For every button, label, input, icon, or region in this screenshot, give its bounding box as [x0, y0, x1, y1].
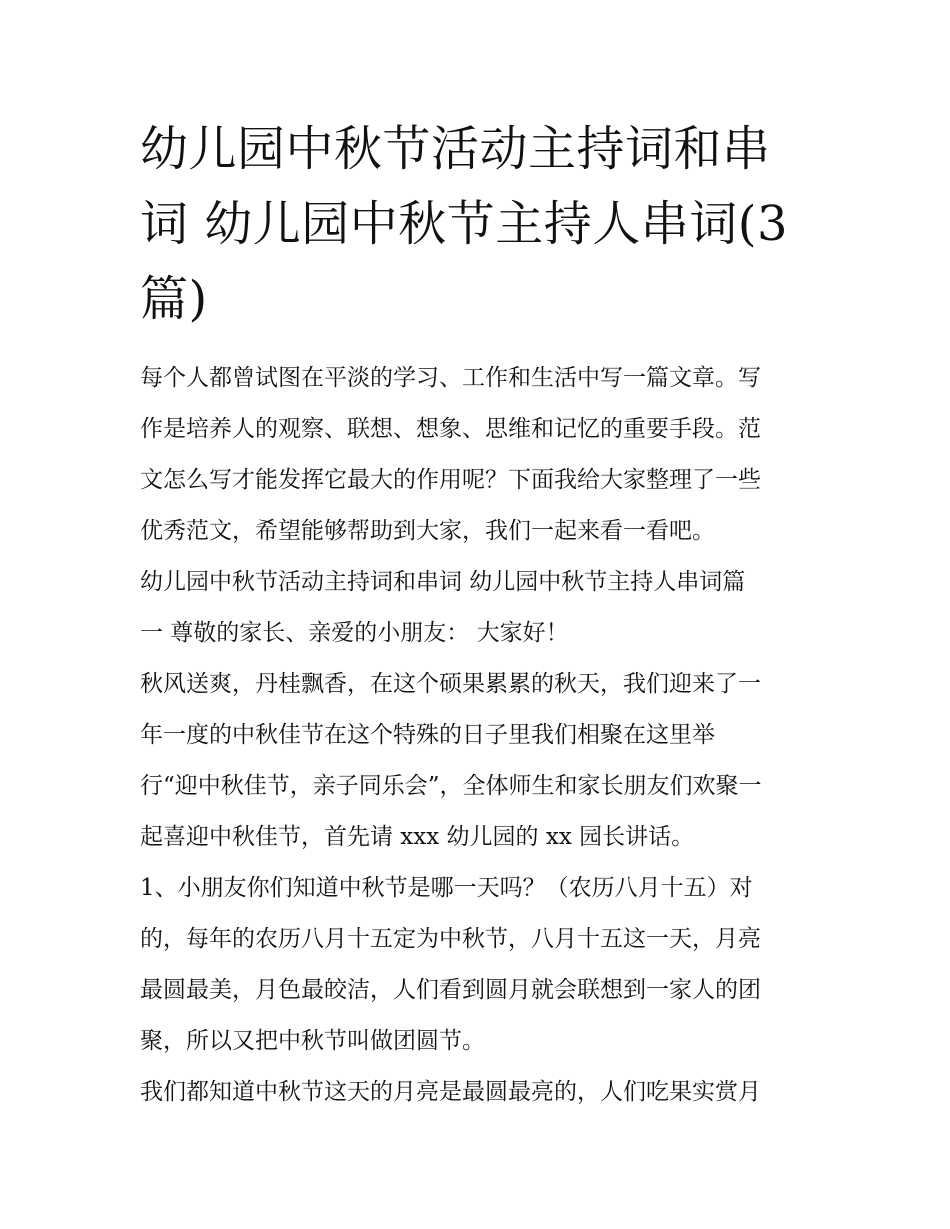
text-line: 行“迎中秋佳节，亲子同乐会”，全体师生和家长朋友们欢聚一	[140, 773, 762, 799]
title-line: 篇)	[140, 271, 208, 327]
text-line: 优秀范文，希望能够帮助到大家，我们一起来看一看吧。	[140, 518, 715, 544]
section-heading	[140, 557, 820, 659]
paragraph-question	[140, 863, 820, 1067]
text-line: 最圆最美，月色最皎洁，人们看到圆月就会联想到一家人的团	[140, 977, 761, 1003]
text-line: 1、小朋友你们知道中秋节是哪一天吗？（农历八月十五）对	[140, 875, 753, 901]
text-line: 作是培养人的观察、联想、想象、思维和记忆的重要手段。范	[140, 416, 761, 442]
text-line: 年一度的中秋佳节在这个特殊的日子里我们相聚在这里举	[140, 722, 715, 748]
text-line: 每个人都曾试图在平淡的学习、工作和生活中写一篇文章。写	[140, 365, 761, 391]
text-line: 起喜迎中秋佳节，首先请 xxx 幼儿园的 xx 园长讲话。	[140, 824, 695, 850]
title-line: 词 幼儿园中秋节主持人串词(3	[140, 196, 789, 252]
text-line: 我们都知道中秋节这天的月亮是最圆最亮的，人们吃果实赏月	[140, 1079, 761, 1105]
document-title	[140, 112, 820, 337]
paragraph-moon	[140, 1067, 820, 1118]
title-line: 幼儿园中秋节活动主持词和串	[140, 121, 771, 177]
text-line: 文怎么写才能发挥它最大的作用呢？下面我给大家整理了一些	[140, 467, 761, 493]
text-line: 秋风送爽，丹桂飘香，在这个硕果累累的秋天，我们迎来了一	[140, 671, 761, 697]
paragraph-opening	[140, 659, 820, 863]
text-line: 的，每年的农历八月十五定为中秋节，八月十五这一天，月亮	[140, 926, 761, 952]
text-line: 聚，所以又把中秋节叫做团圆节。	[140, 1028, 485, 1054]
text-line: 一 尊敬的家长、亲爱的小朋友： 大家好！	[140, 620, 569, 646]
text-line: 幼儿园中秋节活动主持词和串词 幼儿园中秋节主持人串词篇	[140, 569, 746, 595]
intro-paragraph	[140, 353, 820, 557]
